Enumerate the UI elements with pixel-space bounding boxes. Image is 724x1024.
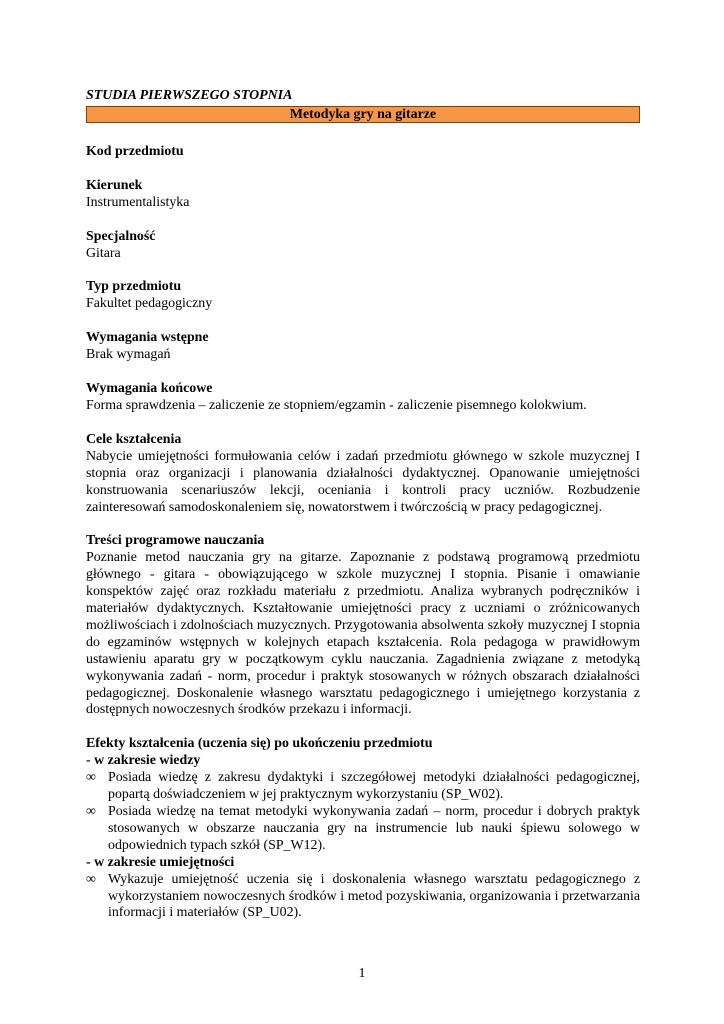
page-number: 1 bbox=[358, 966, 366, 981]
field-wymagania-wstepne bbox=[86, 330, 640, 364]
list-item-text: Wykazuje umiejętność uczenia się i doskonalenia własnego warsztatu pedagogicznego z wykorzystaniem nowoczesnych środków i metod pozyskiwania, organizowania i przetwarzania informacji i materiałów (SP_U02). bbox=[108, 871, 640, 921]
field-label: Kod przedmiotu bbox=[86, 143, 184, 159]
list-item-text: Posiada wiedzę na temat metodyki wykonywania zadań – norm, procedur i dobrych praktyk stosowanych w obszarze nauczania gry na instrumencie lub nauki śpiewu solowego w odpowiednich typach szkół (SP_W12). bbox=[108, 804, 640, 853]
field-value: Poznanie metod nauczania gry na gitarze. Zapoznanie z podstawą programową przedmiotu głównego - gitara - obowiązującego w szkole muzycznej I stopnia. Pisanie i omawianie konspektów zajęć oraz rozkładu materiału z przedmiotu. Analiza wybranych podręczników i materiałów dydaktycznych. Kształtowanie umiejętności pracy z uczniami o zróżnicowanych możliwościach i zdolnościach muzycznych. Przygotowania absolwenta szkoły muzycznej I stopnia do egzaminów wstępnych w kolejnych etapach kształcenia. Rola pedagoga w prawidłowym ustawieniu aparatu gry w początkowym cyklu nauczania. Zagadnienia związane z metodyką wykonywania zadań - norm, procedur i praktyk stosowanych w różnych obszarach działalności pedagogicznej. Doskonalenie własnego warsztatu pedagogicznego i umiejętnego korzystania z dostępnych nowoczesnych środków przekazu i informacji. bbox=[86, 550, 640, 718]
field-value: Forma sprawdzenia – zaliczenie ze stopniem/egzamin - zaliczenie pisemnego kolokwium. bbox=[86, 397, 587, 413]
infinity-bullet-icon: ∞ bbox=[86, 871, 96, 887]
field-wymagania-koncowe bbox=[86, 381, 640, 415]
field-label: Wymagania końcowe bbox=[86, 381, 213, 397]
group-title-wiedza: - w zakresie wiedzy bbox=[86, 753, 201, 769]
list-item bbox=[86, 770, 640, 804]
field-kierunek bbox=[86, 178, 640, 212]
study-level-heading: STUDIA PIERWSZEGO STOPNIA bbox=[86, 88, 293, 103]
field-value: Nabycie umiejętności formułowania celów i zadań przedmiotu głównego w szkole muzycznej I stopnia oraz organizacji i planowania działalności dydaktycznej. Opanowanie umiejętności konstruowania scenariuszów lekcji, oceniania i kontroli pracy uczniów. Rozbudzenie zainteresowań samodoskonaleniem się, nowatorstwem i twórczością w pracy pedagogicznej. bbox=[86, 448, 640, 515]
list-item bbox=[86, 872, 640, 923]
field-specjalnosc bbox=[86, 229, 640, 263]
field-label: Typ przedmiotu bbox=[86, 279, 182, 295]
document-content bbox=[86, 88, 640, 922]
field-cele-ksztalcenia bbox=[86, 432, 640, 517]
field-label: Treści programowe nauczania bbox=[86, 533, 265, 549]
list-item bbox=[86, 804, 640, 855]
field-label: Cele kształcenia bbox=[86, 431, 182, 447]
effects-section bbox=[86, 736, 640, 922]
infinity-bullet-icon: ∞ bbox=[86, 770, 96, 786]
field-label: Specjalność bbox=[86, 228, 156, 244]
field-value: Gitara bbox=[86, 245, 121, 261]
field-label: Wymagania wstępne bbox=[86, 330, 209, 346]
field-typ-przedmiotu bbox=[86, 279, 640, 313]
field-value: Fakultet pedagogiczny bbox=[86, 296, 213, 312]
group-title-umiejetnosci: - w zakresie umiejętności bbox=[86, 854, 235, 870]
infinity-bullet-icon: ∞ bbox=[86, 804, 96, 819]
field-value: Brak wymagań bbox=[86, 347, 171, 363]
effects-label: Efekty kształcenia (uczenia się) po ukończeniu przedmiotu bbox=[86, 736, 433, 752]
effects-list-wiedza bbox=[86, 770, 640, 855]
field-label: Kierunek bbox=[86, 177, 143, 193]
course-title-bar: Metodyka gry na gitarze bbox=[86, 106, 640, 123]
list-item-text: Posiada wiedzę z zakresu dydaktyki i szczegółowej metodyki działalności pedagogicznej, popartą doświadczeniem w jej praktycznym wykorzystaniu (SP_W02). bbox=[108, 770, 640, 803]
field-value: Instrumentalistyka bbox=[86, 194, 190, 210]
effects-list-umiejetnosci bbox=[86, 872, 640, 923]
field-kod-przedmiotu bbox=[86, 144, 640, 161]
field-tresci-programowe bbox=[86, 533, 640, 719]
